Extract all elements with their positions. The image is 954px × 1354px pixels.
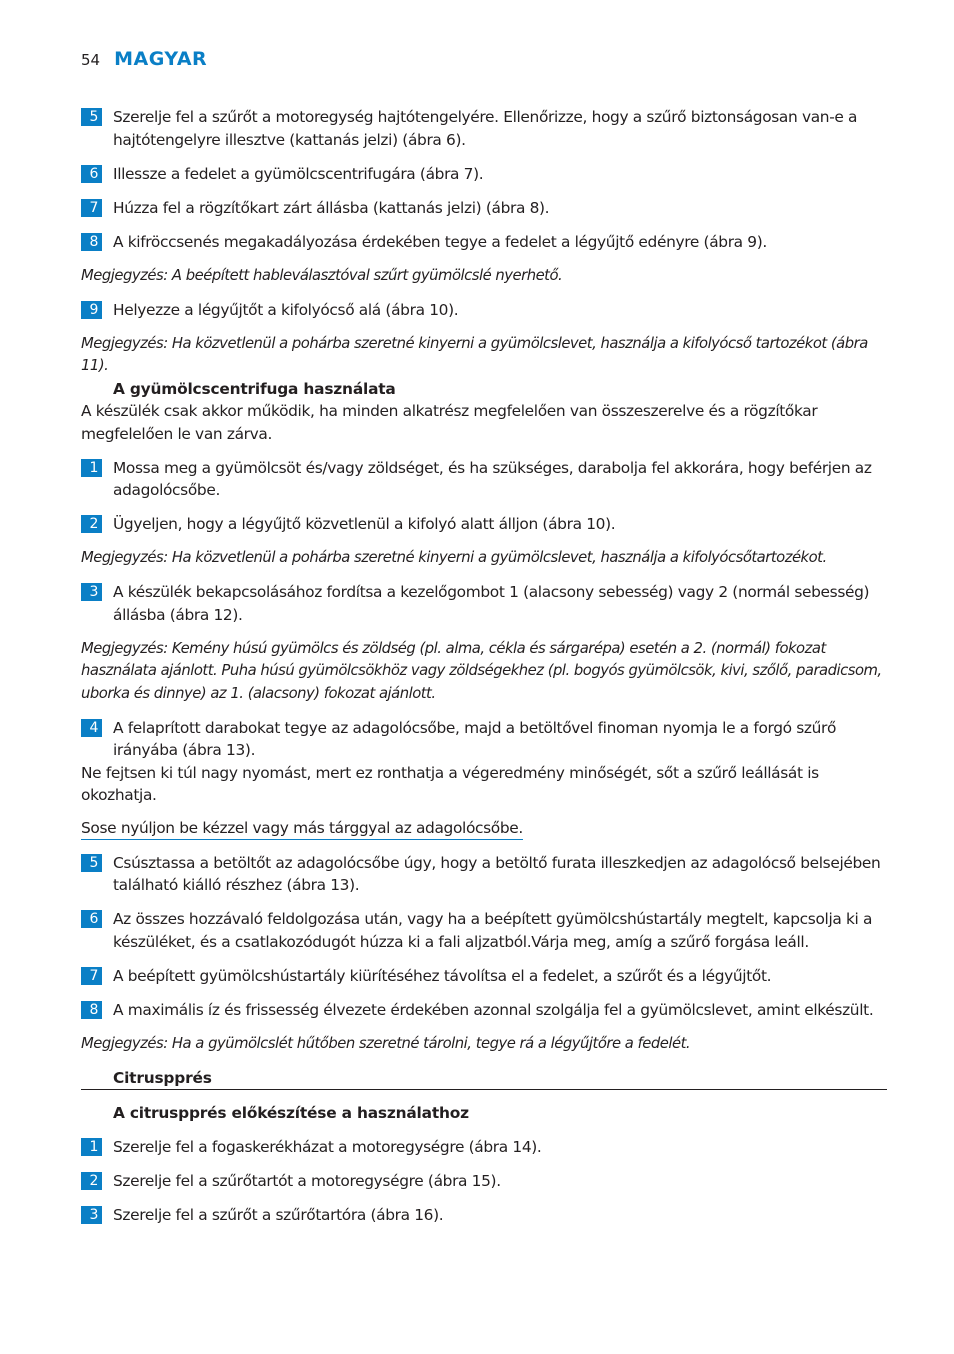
step-item — [81, 852, 887, 897]
step-item — [81, 106, 887, 151]
step-text: Szerelje fel a fogaskerékházat a motoregységre (ábra 14). — [113, 1137, 542, 1156]
step-item — [81, 999, 887, 1022]
step-number: 3 — [81, 1206, 102, 1224]
step-number: 6 — [81, 165, 102, 183]
page-header — [81, 48, 207, 74]
step-number: 7 — [81, 199, 102, 217]
step-item — [81, 163, 887, 186]
warning-text: Sose nyúljon be kézzel vagy más tárggyal az adagolócsőbe. — [81, 818, 523, 840]
subsection-heading-citrus-prep: A citruspprés előkészítése a használathoz — [113, 1103, 469, 1122]
page-content — [81, 106, 887, 1238]
step-item — [81, 1204, 887, 1227]
step-number: 3 — [81, 583, 102, 601]
step-item — [81, 908, 887, 953]
caution-paragraph: Ne fejtsen ki túl nagy nyomást, mert ez ronthatja a végeredmény minőségét, sőt a szűrő leállását is okozhatja. — [81, 763, 819, 804]
step-text: A beépített gyümölcshústartály kiürítéséhez távolítsa el a fedelet, a szűrőt és a légyűjtőt. — [113, 966, 772, 985]
intro-paragraph: A készülék csak akkor működik, ha minden alkatrész megfelelően van összeszerelve és a rögzítőkar megfelelően le van zárva. — [81, 402, 818, 443]
step-text: Az összes hozzávaló feldolgozása után, vagy ha a beépített gyümölcshústartály megtelt, kapcsolja ki a készüléket, és a csatlakozódugót húzza ki a fali aljzatból.Várja meg, amíg a szűrő forgása leáll. — [113, 910, 873, 951]
note: Megjegyzés: Ha a gyümölcslét hűtőben szeretné tárolni, tegye rá a légyűjtőre a fedelét. — [81, 1034, 691, 1052]
step-number: 8 — [81, 1001, 102, 1019]
step-item — [81, 231, 887, 254]
step-number: 9 — [81, 301, 102, 319]
step-number: 4 — [81, 719, 102, 737]
step-text: Szerelje fel a szűrőt a motoregység hajtótengelyére. Ellenőrizze, hogy a szűrő biztonságosan van-e a hajtótengelyre illesztve (kattanás jelzi) (ábra 6). — [113, 108, 858, 149]
note: Megjegyzés: A beépített hableválasztóval szűrt gyümölcslé nyerhető. — [81, 266, 563, 284]
section-heading-juicer-use: A gyümölcscentrifuga használata — [113, 379, 396, 398]
step-item — [81, 513, 887, 536]
step-number: 8 — [81, 233, 102, 251]
step-number: 6 — [81, 910, 102, 928]
step-text: A készülék bekapcsolásához fordítsa a kezelőgombot 1 (alacsony sebesség) vagy 2 (normál sebesség) állásba (ábra 12). — [113, 583, 870, 624]
step-text: Csúsztassa a betöltőt az adagolócsőbe úgy, hogy a betöltő furata illeszkedjen az adagolócső belsejében található kiálló részhez (ábra 13). — [113, 853, 881, 894]
step-text: Illessze a fedelet a gyümölcscentrifugára (ábra 7). — [113, 164, 484, 183]
step-number: 7 — [81, 967, 102, 985]
note: Megjegyzés: Ha közvetlenül a pohárba szeretné kinyerni a gyümölcslevet, használja a kifolyócsőtartozékot. — [81, 549, 827, 566]
step-text: Ügyeljen, hogy a légyűjtő közvetlenül a kifolyó alatt álljon (ábra 10). — [113, 515, 616, 533]
step-item — [81, 1136, 887, 1159]
step-text: A felaprított darabokat tegye az adagolócsőbe, majd a betöltővel finoman nyomja le a forgó szűrő irányába (ábra 13). — [113, 718, 837, 759]
note: Megjegyzés: Ha közvetlenül a pohárba szeretné kinyerni a gyümölcslevet, használja a kifolyócső tartozékot (ábra 11). — [81, 334, 868, 374]
step-item — [81, 581, 887, 626]
step-number: 1 — [81, 459, 102, 477]
page-number: 54 — [81, 51, 101, 69]
step-item — [81, 717, 887, 762]
step-text: Húzza fel a rögzítőkart zárt állásba (kattanás jelzi) (ábra 8). — [113, 198, 550, 217]
section-heading-citrus-press: Citruspprés — [81, 1067, 887, 1091]
step-number: 1 — [81, 1138, 102, 1156]
step-text: Mossa meg a gyümölcsöt és/vagy zöldséget, és ha szükséges, darabolja fel akkorára, hogy beférjen az adagolócsőbe. — [113, 458, 872, 499]
step-item — [81, 1170, 887, 1193]
step-text: Szerelje fel a szűrőtartót a motoregységre (ábra 15). — [113, 1171, 501, 1190]
step-number: 2 — [81, 515, 102, 533]
step-number: 2 — [81, 1172, 102, 1190]
section-language-title: MAGYAR — [114, 48, 208, 70]
step-number: 5 — [81, 108, 102, 126]
step-text: A kifröccsenés megakadályozása érdekében tegye a fedelet a légyűjtő edényre (ábra 9). — [113, 232, 767, 251]
step-number: 5 — [81, 854, 102, 872]
step-text: A maximális íz és frissesség élvezete érdekében azonnal szolgálja fel a gyümölcslevet, amint elkészült. — [113, 1000, 874, 1019]
note: Megjegyzés: Kemény húsú gyümölcs és zöldség (pl. alma, cékla és sárgarépa) esetén a 2. (normál) fokozat használata ajánlott. Puha húsú gyümölcsökhöz vagy zöldségekhez (pl. bogyós gyümölcsök, kivi, szőlő, paradicsom, uborka és dinnye) az 1. (alacsony) fokozat ajánlott. — [81, 639, 882, 702]
step-item — [81, 299, 887, 322]
step-text: Helyezze a légyűjtőt a kifolyócső alá (ábra 10). — [113, 300, 459, 319]
step-item — [81, 965, 887, 988]
step-item — [81, 457, 887, 502]
step-item — [81, 197, 887, 220]
step-text: Szerelje fel a szűrőt a szűrőtartóra (ábra 16). — [113, 1205, 444, 1224]
